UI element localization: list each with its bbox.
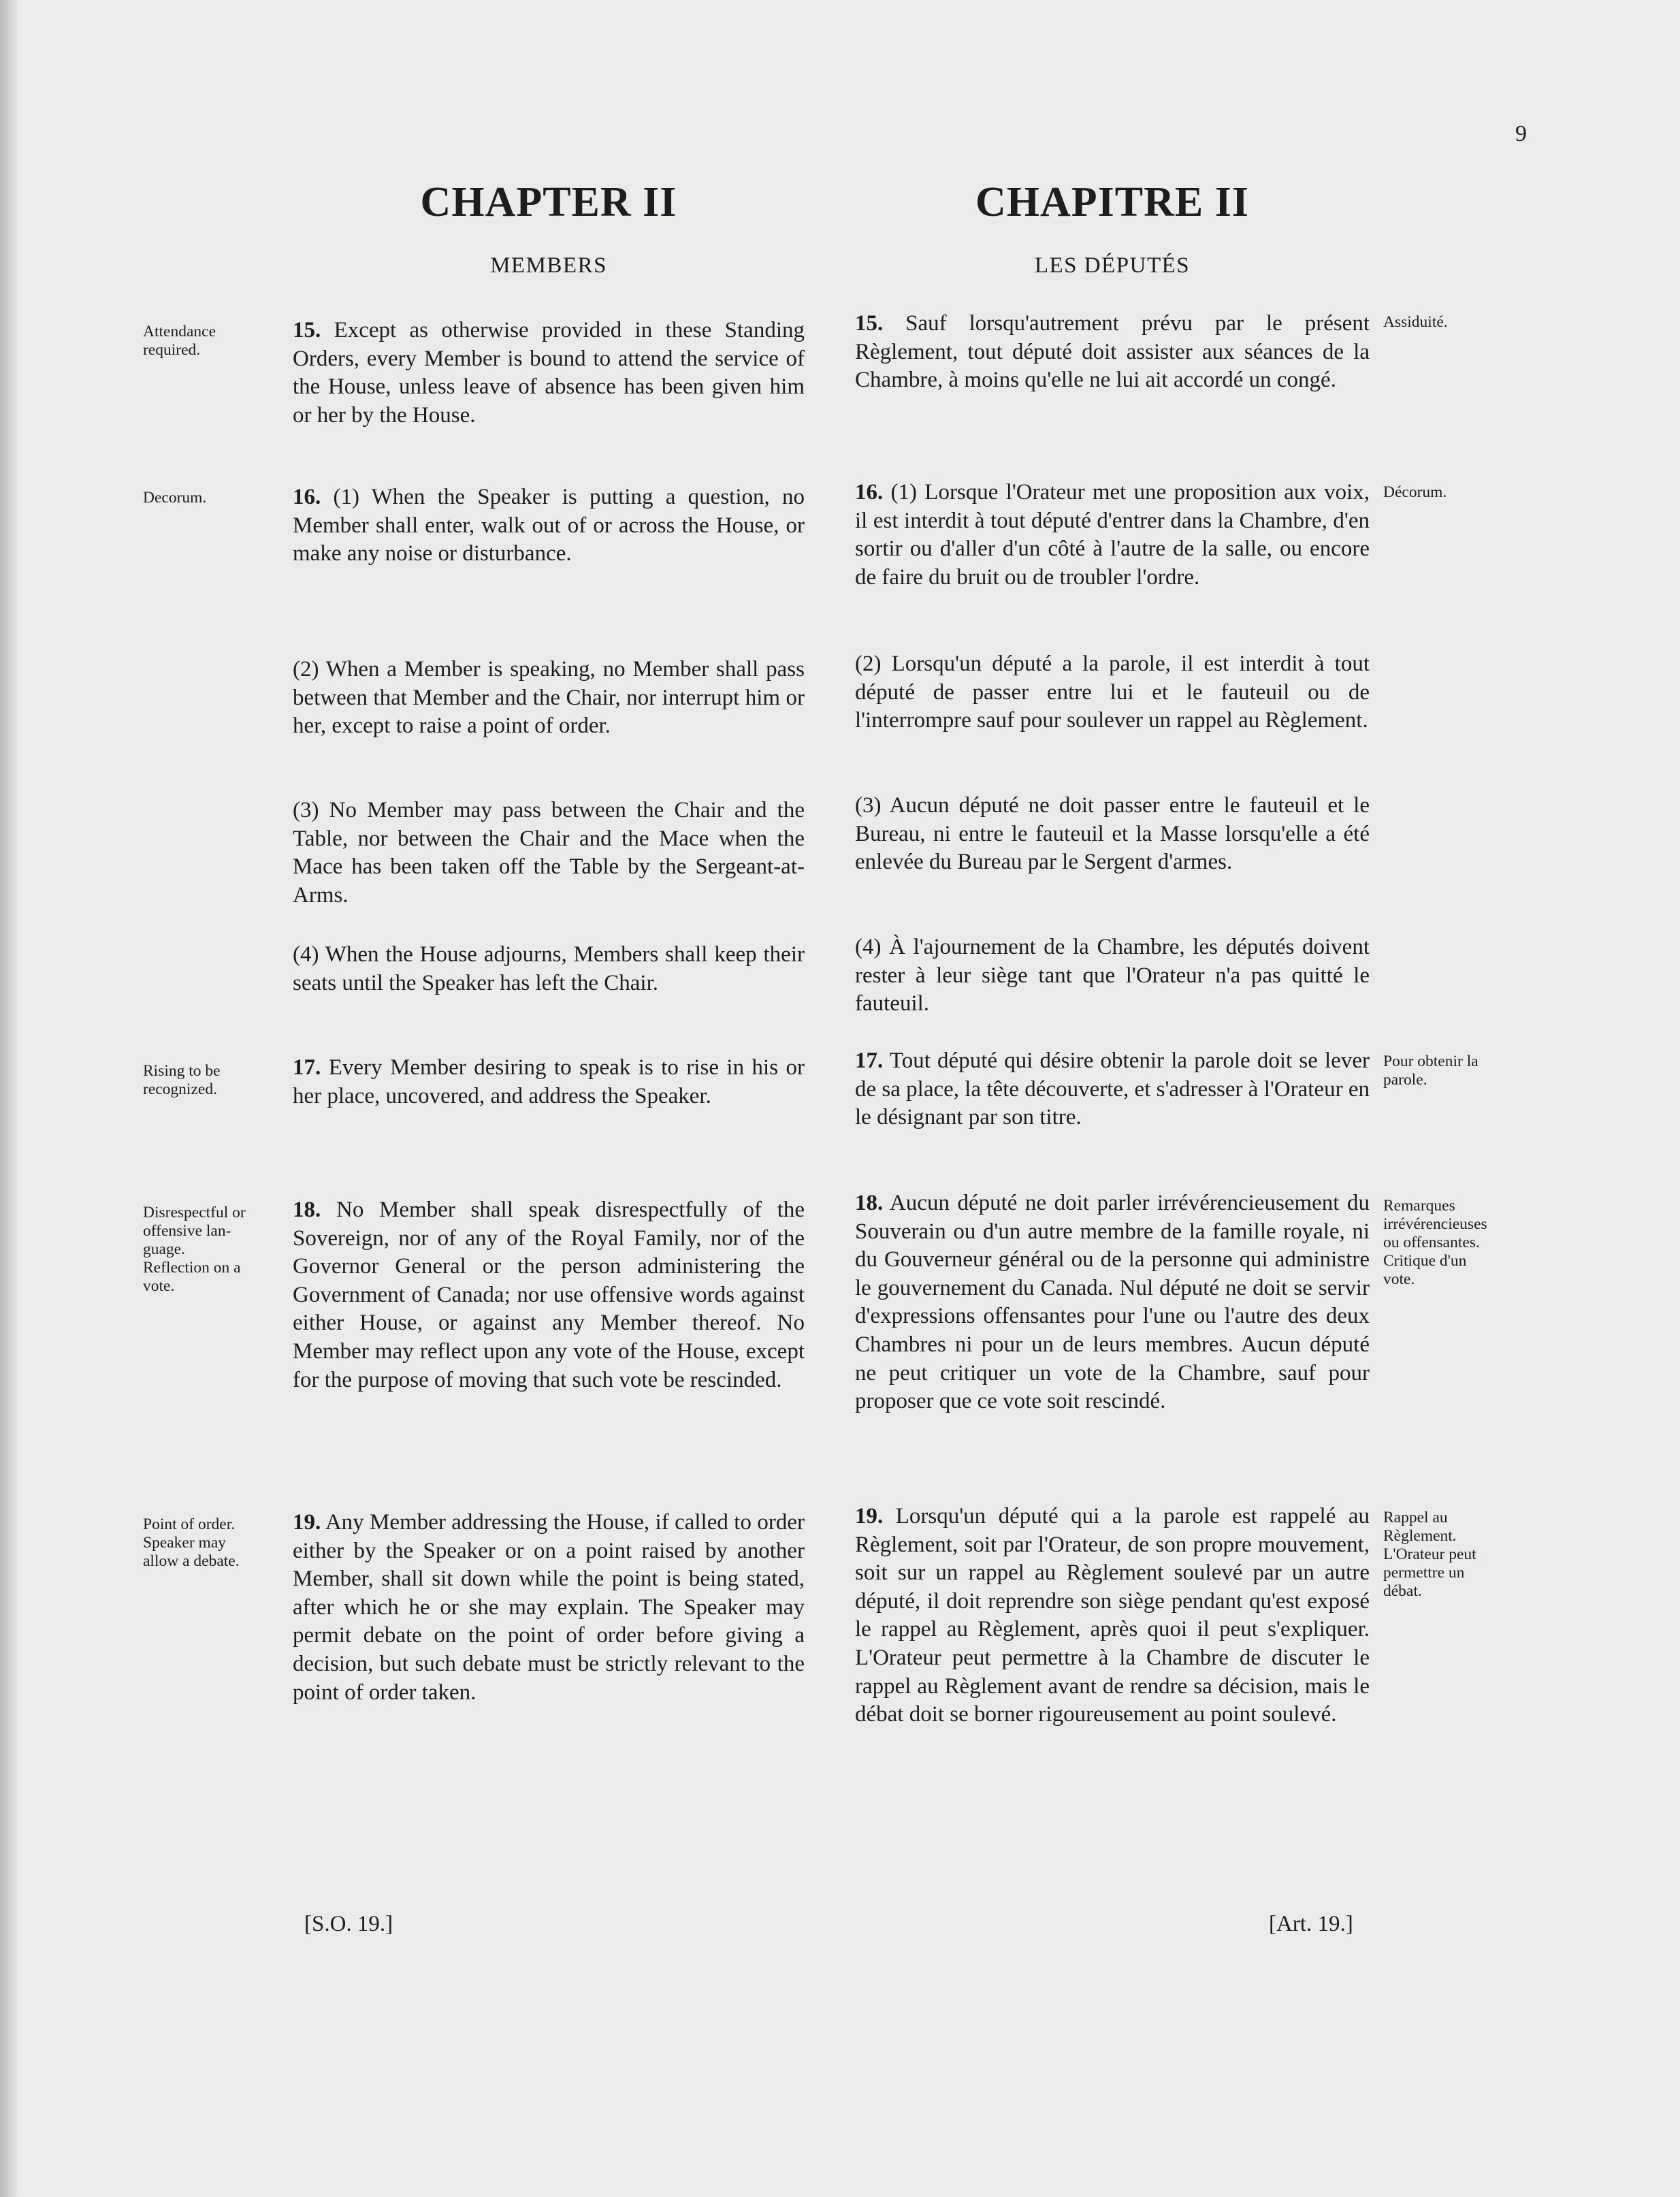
margin-note-remarques: Remarques irrévérencieuses ou offensantes. Critique d'un vote. (1383, 1197, 1487, 1288)
margin-note-decorum-fr: Décorum. (1383, 483, 1447, 501)
paragraph-en-19 (293, 1509, 805, 1707)
paragraph-text: Any Member addressing the House, if called to order either by the Speaker or on a point raised by another Member, shall sit down while the point is being stated, after which he or she may explain. The Speaker may permit debate on the point of order before giving a decision, but such debate must be strictly relevant to the point of order taken. (293, 1510, 805, 1705)
paragraph-text: (3) No Member may pass between the Chair and the Table, nor between the Chair and the Mace when the Mace has been taken off the Table by the Sergeant-at-Arms. (293, 798, 805, 908)
margin-note-disrespectful: Disrespectful or offensive lan- guage. Reflection on a vote. (143, 1204, 246, 1295)
paragraph-en-16-4 (293, 941, 805, 997)
paragraph-fr-17 (855, 1047, 1370, 1132)
paragraph-number: 15. (855, 311, 884, 336)
paragraph-fr-16-1 (855, 479, 1370, 592)
paragraph-number: 18. (855, 1191, 884, 1215)
paragraph-fr-16-2 (855, 650, 1370, 735)
paragraph-text: Aucun député ne doit parler irrévérencieusement du Souverain ou d'un autre membre de la famille royale, ni du Gouverneur général ou de la personne qui administre le gouvernement du Canada. Nul député ne doit se servir d'expressions offensantes pour l'une ou l'autre des deux Chambres ni pour un de leurs membres. Aucun député ne peut critiquer un vote de la Chambre, sauf pour proposer que ce vote soit rescindé. (855, 1191, 1370, 1414)
chapter-title-french: CHAPITRE II (975, 179, 1249, 225)
paragraph-text: (2) Lorsqu'un député a la parole, il est interdit à tout député de passer entre lui et le fauteuil ou de l'interrompre sauf pour soulever un rappel au Règlement. (855, 652, 1370, 733)
paragraph-number: 19. (293, 1510, 321, 1535)
paragraph-en-17 (293, 1054, 805, 1110)
paragraph-text: Lorsqu'un député qui a la parole est rappelé au Règlement, soit par l'Orateur, de son propre mouvement, soit sur un rappel au Règlement soulevé par un autre député, il doit reprendre son siège pendant qu'est exposé le rappel au Règlement, après quoi il peut s'expliquer. L'Orateur peut permettre à la Chambre de discuter le rappel au Règlement avant de rendre sa décision, mais le débat doit se borner rigoureusement au point soulevé. (855, 1504, 1370, 1727)
footer-reference-english: [S.O. 19.] (304, 1912, 393, 1936)
chapter-subtitle-french: LES DÉPUTÉS (1034, 253, 1191, 278)
page-binding-shadow (0, 0, 18, 2197)
paragraph-text: Tout député qui désire obtenir la parole doit se lever de sa place, la tête découverte, et s'adresser à l'Orateur en le désignant par son titre. (855, 1048, 1370, 1130)
paragraph-number: 19. (855, 1504, 884, 1528)
paragraph-number: 16. (855, 480, 884, 504)
paragraph-fr-16-4 (855, 933, 1370, 1019)
paragraph-text: Sauf lorsqu'autrement prévu par le présent Règlement, tout député doit assister aux séances de la Chambre, à moins qu'elle ne lui ait accordé un congé. (855, 311, 1370, 393)
paragraph-fr-19 (855, 1503, 1370, 1729)
paragraph-text: (2) When a Member is speaking, no Member shall pass between that Member and the Chair, nor interrupt him or her, except to raise a point of order. (293, 657, 805, 739)
paragraph-text: No Member shall speak disrespectfully of the Sovereign, nor of any of the Royal Family, nor of the Governor General or the person administering the Government of Canada; nor use offensive words against either House, or against any Member thereof. No Member may reflect upon any vote of the House, except for the purpose of moving that such vote be rescinded. (293, 1198, 805, 1392)
paragraph-en-16-1 (293, 483, 805, 568)
paragraph-text: (3) Aucun député ne doit passer entre le fauteuil et le Bureau, ni entre le fauteuil et la Masse lorsqu'elle a été enlevée du Bureau par le Sergent d'armes. (855, 793, 1370, 875)
paragraph-number: 18. (293, 1198, 321, 1222)
paragraph-en-18 (293, 1196, 805, 1394)
page-number: 9 (1515, 121, 1527, 146)
paragraph-fr-15 (855, 310, 1370, 395)
paragraph-fr-18 (855, 1189, 1370, 1416)
paragraph-text: (4) À l'ajournement de la Chambre, les députés doivent rester à leur siège tant que l'Orateur n'a pas quitté le fauteuil. (855, 935, 1370, 1016)
margin-note-point-of-order: Point of order. Speaker may allow a debate. (143, 1516, 240, 1570)
paragraph-en-15 (293, 317, 805, 430)
paragraph-text: (1) Lorsque l'Orateur met une proposition aux voix, il est interdit à tout député d'entrer dans la Chambre, d'en sortir ou d'aller d'un côté à l'autre de la salle, ou encore de faire du bruit ou de troubler l'ordre. (855, 480, 1370, 590)
margin-note-decorum: Decorum. (143, 489, 207, 507)
chapter-subtitle-english: MEMBERS (490, 253, 607, 278)
paragraph-text: (1) When the Speaker is putting a question, no Member shall enter, walk out of or across the House, or make any noise or disturbance. (293, 485, 805, 566)
paragraph-en-16-3 (293, 797, 805, 910)
margin-note-rising: Rising to be recognized. (143, 1062, 221, 1098)
paragraph-number: 17. (293, 1055, 321, 1080)
paragraph-number: 16. (293, 485, 321, 509)
paragraph-number: 15. (293, 318, 321, 342)
paragraph-fr-16-3 (855, 792, 1370, 877)
paragraph-en-16-2 (293, 656, 805, 741)
paragraph-text: Except as otherwise provided in these Standing Orders, every Member is bound to attend the service of the House, unless leave of absence has been given him or her by the House. (293, 318, 805, 428)
paragraph-text: (4) When the House adjourns, Members shall keep their seats until the Speaker has left the Chair. (293, 942, 805, 995)
paragraph-text: Every Member desiring to speak is to rise in his or her place, uncovered, and address the Speaker. (293, 1055, 805, 1108)
footer-reference-french: [Art. 19.] (1269, 1912, 1353, 1936)
margin-note-rappel: Rappel au Règlement. L'Orateur peut permettre un débat. (1383, 1509, 1476, 1600)
chapter-title-english: CHAPTER II (420, 179, 677, 225)
margin-note-assiduite: Assiduité. (1383, 313, 1448, 331)
paragraph-number: 17. (855, 1048, 884, 1073)
margin-note-attendance: Attendance required. (143, 323, 216, 359)
margin-note-obtenir-parole: Pour obtenir la parole. (1383, 1053, 1479, 1089)
